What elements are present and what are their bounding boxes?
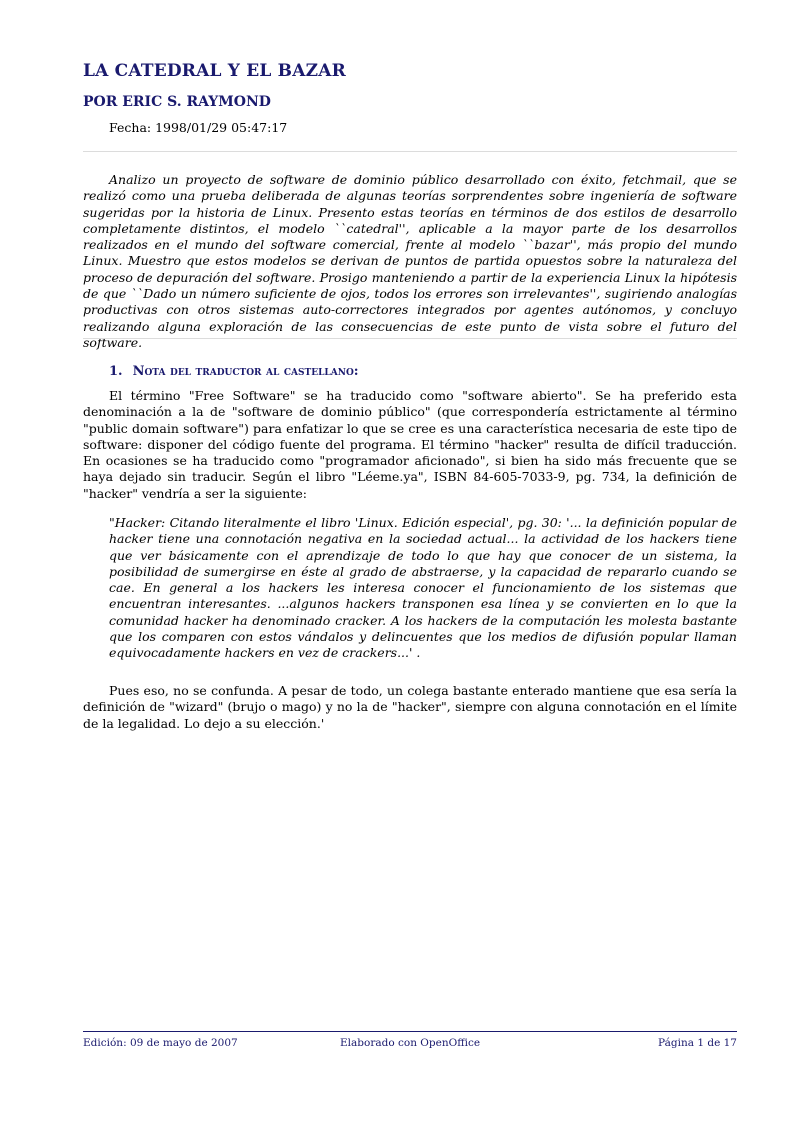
footer-made-with: Elaborado con OpenOffice <box>340 1037 481 1049</box>
footer-page-number: Página 1 de 17 <box>658 1037 737 1049</box>
abstract-text: Analizo un proyecto de software de dominio público desarrollado con éxito, fetchmail, que se realizó como una prueba deliberada de algunas teorías sorprendentes sobre ingeniería de software sugeridas por la historia de Linux. Presento estas teorías en términos de dos estilos de desarrollo completamente distintos, el modelo ``catedral'', aplicable a la mayor parte de los desarrollos realizados en el mundo del software comercial, frente al modelo ``bazar'', más propio del mundo Linux. Muestro que estos modelos se derivan de puntos de partida opuestos sobre la naturaleza del proceso de depuración del software. Prosigo manteniendo a partir de la experiencia Linux la hipótesis de que ``Dado un número suficiente de ojos, todos los errores son irrelevantes'', sugiriendo analogías productivas con otros sistemas auto-correctores integrados por agentes autónomos, y concluyo realizando alguna exploración de las consecuencias de este punto de vista sobre el futuro del software. <box>83 172 737 350</box>
footer-divider <box>83 1031 737 1032</box>
divider-bottom <box>83 338 737 339</box>
section-number: 1. <box>109 364 123 379</box>
section-title: Nota del traductor al castellano: <box>132 364 359 379</box>
document-title: LA CATEDRAL Y EL BAZAR <box>83 61 346 81</box>
document-author: POR ERIC S. RAYMOND <box>83 94 271 110</box>
document-date: Fecha: 1998/01/29 05:47:17 <box>109 120 288 135</box>
hacker-definition-quote: "Hacker: Citando literalmente el libro 'Linux. Edición especial', pg. 30: '... la definición popular de hacker tiene una connotación negativa en la sociedad actual... la actividad de los hackers tiene que ver básicamente con el aprendizaje de todo lo que hay que conocer de un sistema, la posibilidad de sumergirse en éste al grado de abstraerse, y la capacidad de repararlo cuando se cae. En general a los hackers les interesa conocer el funcionamiento de los sistemas que encuentran interesantes. ...algunos hackers transponen esa línea y se convierten en lo que la comunidad hacker ha denominado cracker. A los hackers de la computación les molesta bastante que los comparen con estos vándalos y delincuentes que los medios de difusión popular llaman equivocadamente hackers en vez de crackers...' . <box>109 515 737 661</box>
footer-edition: Edición: 09 de mayo de 2007 <box>83 1037 238 1049</box>
body-paragraph: El término "Free Software" se ha traducido como "software abierto". Se ha preferido esta denominación a la de "software de dominio público" (que correspondería estrictamente al término "public domain software") para enfatizar lo que se cree es una característica necesaria de este tipo de software: disponer del código fuente del programa. El término "hacker" resulta de difícil traducción. En ocasiones se ha traducido como "programador aficionado", si bien ha sido más frecuente que se haya dejado sin traducir. Según el libro "Léeme.ya", ISBN 84-605-7033-9, pg. 734, la definición de "hacker" vendría a ser la siguiente: <box>83 388 737 501</box>
body-paragraph: Pues eso, no se confunda. A pesar de todo, un colega bastante enterado mantiene que esa sería la definición de "wizard" (brujo o mago) y no la de "hacker", siempre con alguna connotación en el límite de la legalidad. Lo dejo a su elección.' <box>83 683 737 731</box>
divider-top <box>83 151 737 152</box>
section-heading <box>109 364 359 379</box>
